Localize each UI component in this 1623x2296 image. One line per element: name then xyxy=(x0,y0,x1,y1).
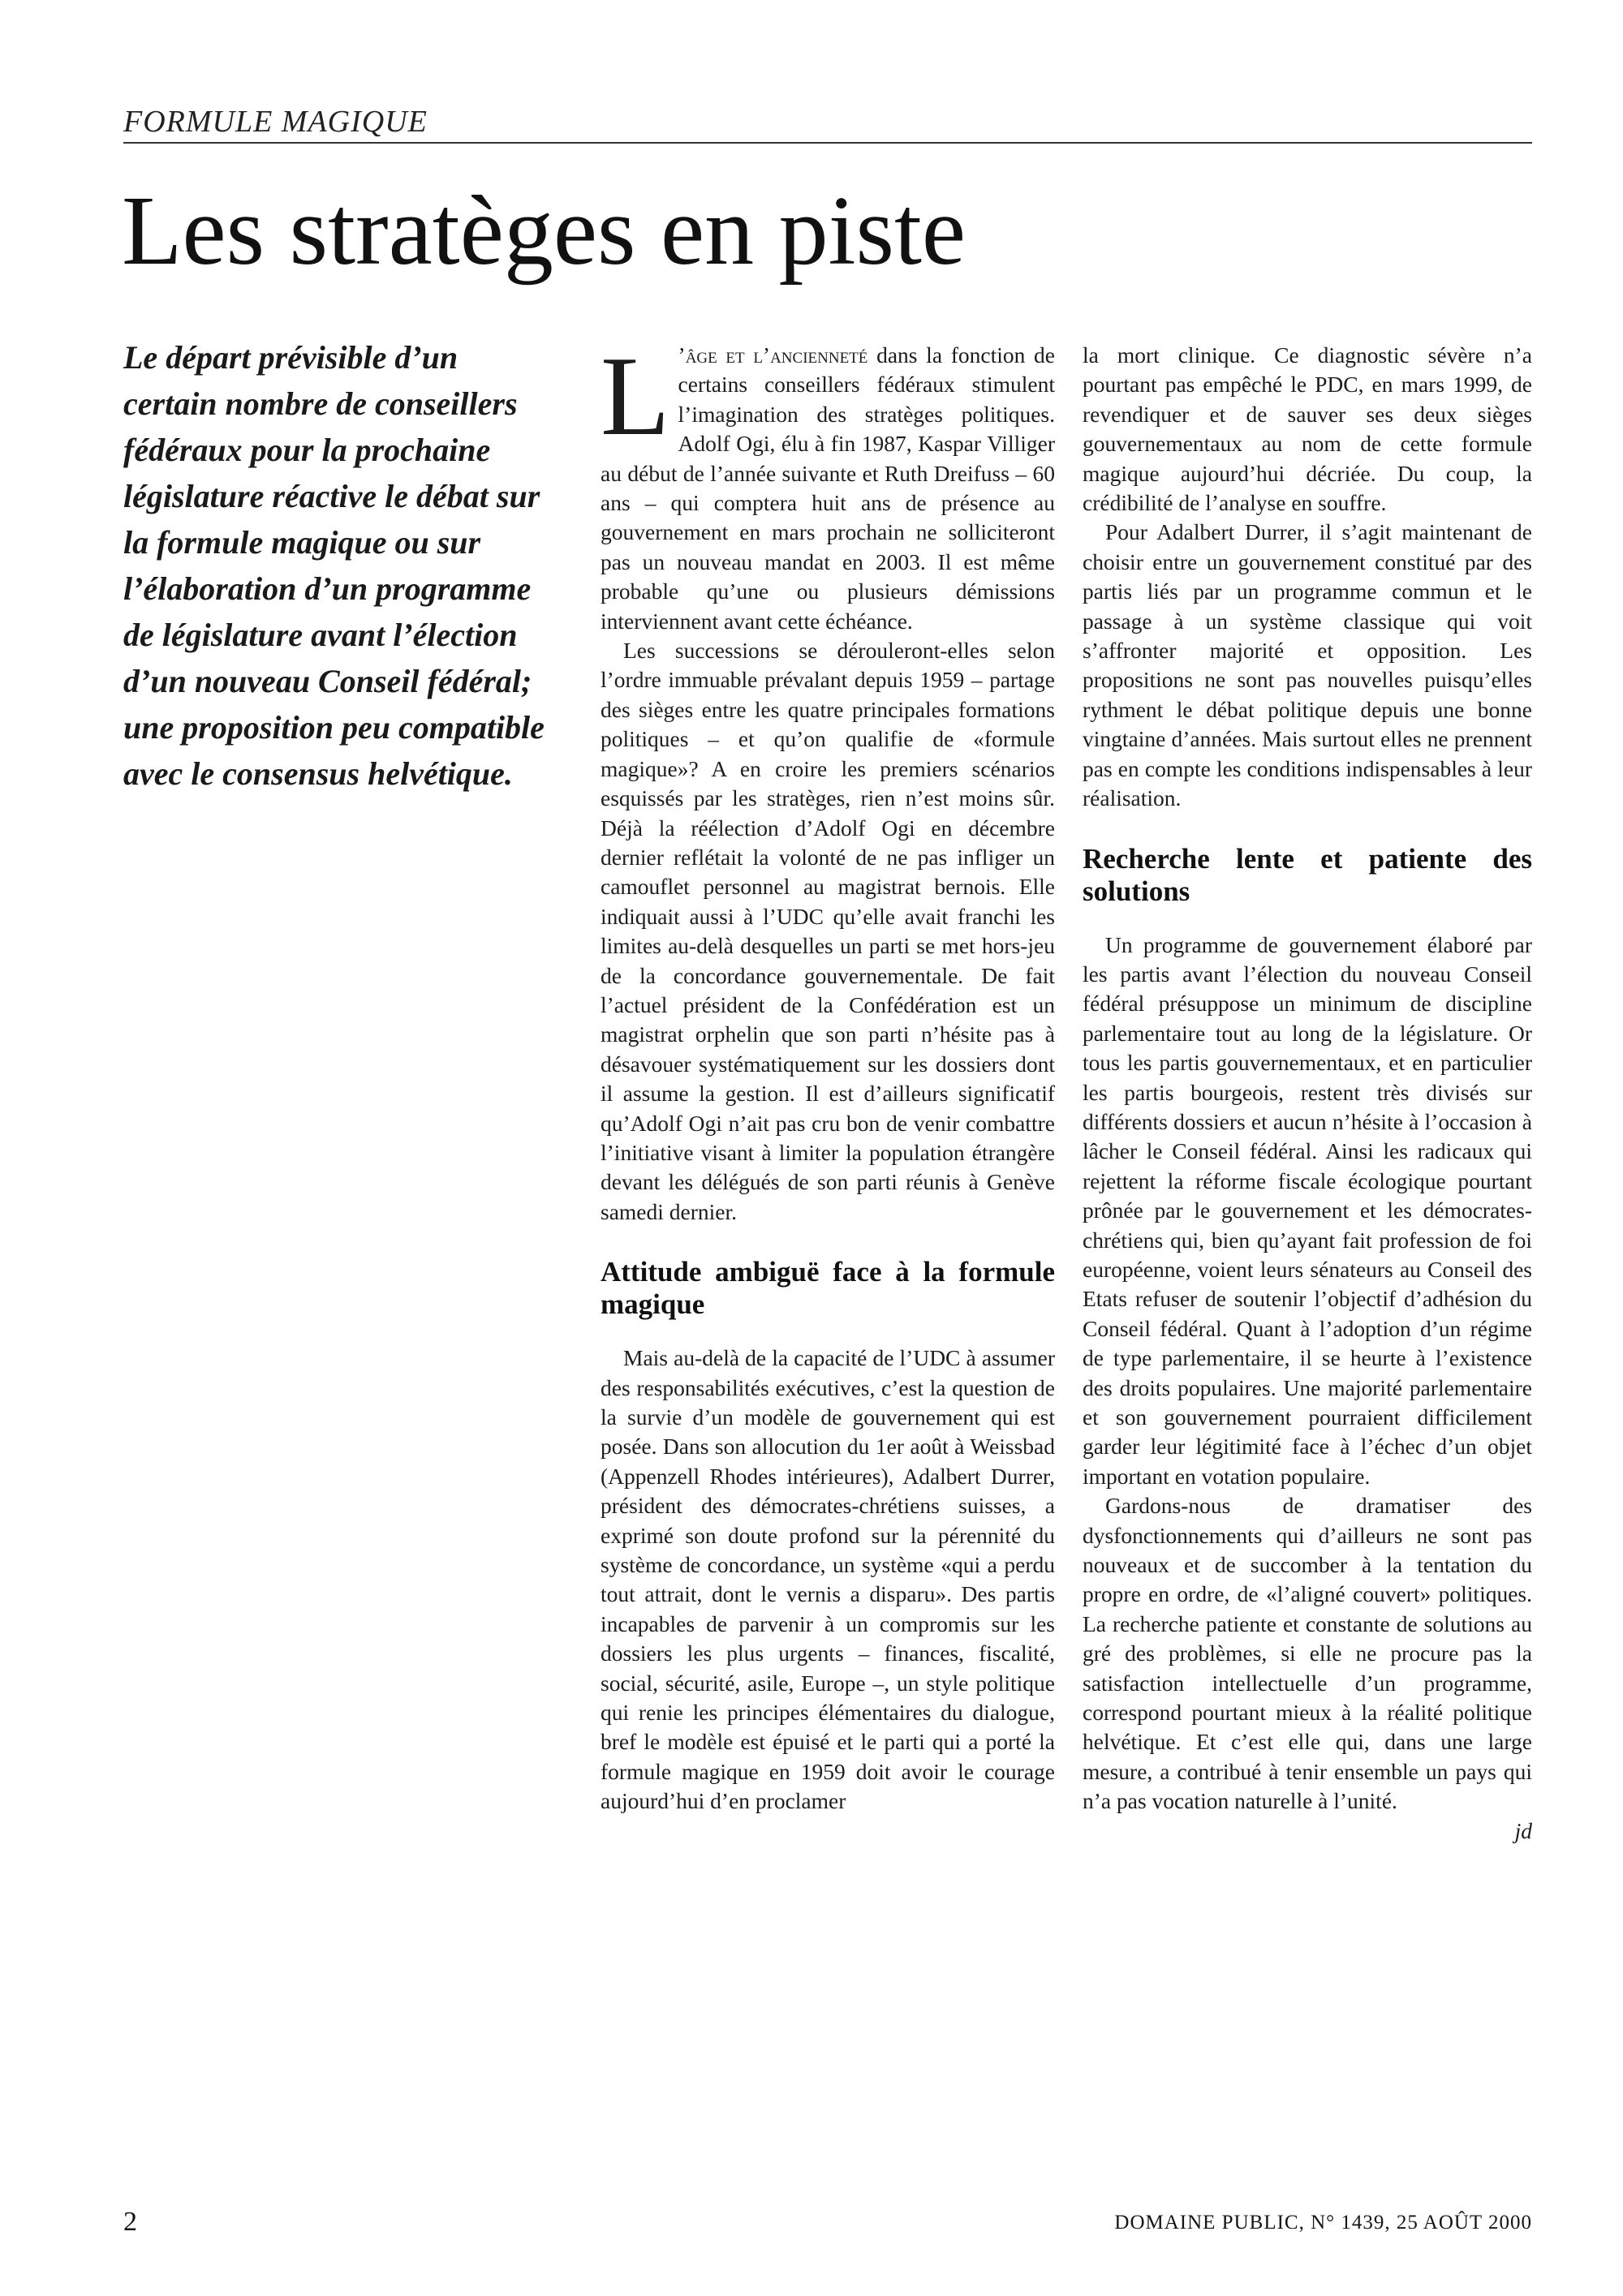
paragraph-1-text: dans la fonction de certains conseillers fédéraux stimulent l’imagination des stratèges politiques. Adolf Ogi, élu à fin 1987, Kaspar Villiger au début de l’année suivante et Ruth Dreifuss – 60 ans – qui comptera huit ans de présence au gouvernement en mars prochain ne solliciteront pas un nouveau mandat en 2003. Il est même probable qu’une ou plusieurs démissions interviennent avant cette échéance. xyxy=(601,342,1055,634)
paragraph-1 xyxy=(601,333,1055,636)
paragraph-4: Pour Adalbert Durrer, il s’agit maintenant de choisir entre un gouvernement constitué par des partis liés par un programme commun et le passage à un système classique qui voit s’affronter majorité et opposition. Les propositions ne sont pas nouvelles puisqu’elles rythment le débat politique depuis une bonne vingtaine d’années. Mais surtout elles ne prennent pas en compte les conditions indispensables à leur réalisation. xyxy=(1083,519,1532,811)
paragraph-2: Les successions se dérouleront-elles selon l’ordre immuable prévalant depuis 1959 – partage des sièges entre les quatre principales formations politiques – et qu’on qualifie de «formule magique»? A en croire les premiers scénarios esquissés par les stratèges, rien n’est moins sûr. Déjà la réélection d’Adolf Ogi en décembre dernier reflétait la volonté de ne pas infliger un camouflet personnel au magistrat bernois. Elle indiquait aussi à l’UDC qu’elle avait franchi les limites au-delà desquelles un parti se met hors-jeu de la concordance gouvernementale. De fait l’actuel président de la Confédération est un magistrat orphelin que son parti n’hésite pas à désavouer systématiquement sur les dossiers dont il assume la gestion. Il est d’ailleurs significatif qu’Adolf Ogi n’ait pas cru bon de venir combattre l’initiative visant à limiter la population étrangère devant les délégués de son parti réunis à Genève samedi dernier. xyxy=(601,638,1055,1224)
paragraph-3-continued: la mort clinique. Ce diagnostic sévère n’a pourtant pas empêché le PDC, en mars 1999, de revendiquer et de sauver ses deux sièges gouvernementaux au nom de cette formule magique aujourd’hui décriée. Du coup, la crédibilité de l’analyse en souffre. xyxy=(1083,342,1532,516)
section-label: FORMULE MAGIQUE xyxy=(123,105,428,139)
opening-words: ’âge et l’ancienneté xyxy=(678,342,868,368)
publication-footer: DOMAINE PUBLIC, N° 1439, 25 AOÛT 2000 xyxy=(1114,2212,1532,2234)
header-rule xyxy=(123,142,1532,144)
paragraph-3: Mais au-delà de la capacité de l’UDC à assumer des responsabilités exécutives, c’est la question de la survie d’un modèle de gouvernement qui est posée. Dans son allocution du 1er août à Weissbad (Appenzell Rhodes intérieures), Adalbert Durrer, président des démocrates-chrétiens suisses, a exprimé son doute profond sur la pérennité du système de concordance, un système «qui a perdu tout attrait, dont le vernis a disparu». Des partis incapables de parvenir à un compromis sur les dossiers les plus urgents – finances, fiscalité, social, sécurité, asile, Europe –, un style politique qui renie les principes élémentaires du dialogue, bref le modèle est épuisé et le parti qui a porté la formule magique en 1959 doit avoir le courage aujourd’hui d’en proclamer xyxy=(601,1345,1055,1814)
article-lede: Le départ prévisible d’un certain nombre de conseillers fédéraux pour la prochaine législature réactive le débat sur la formule magique ou sur l’élaboration d’un programme de législature avant l’élection d’un nouveau Conseil fédéral; une proposition peu compatible avec le consensus helvétique. xyxy=(123,339,545,792)
subhead-recherche: Recherche lente et patiente des solutions xyxy=(1083,842,1532,907)
paragraph-5: Un programme de gouvernement élaboré par les partis avant l’élection du nouveau Conseil fédéral présuppose un minimum de discipline parlementaire tout au long de la législature. Or tous les partis gouvernementaux, et en particulier les partis bourgeois, restent très divisés sur différents dossiers et aucun n’hésite à l’occasion à lâcher le Conseil fédéral. Ainsi les radicaux qui rejettent la réforme fiscale écologique pourtant prônée par le gouvernement et les démocrates-chrétiens qui, bien qu’ayant fait profession de foi européenne, voient leurs sénateurs au Conseil des Etats refuser de soutenir l’objectif d’adhésion du Conseil fédéral. Quant à l’adoption d’un régime de type parlementaire, il se heurte à l’existence des droits populaires. Une majorité parlementaire et son gouvernement pourraient difficilement garder leur légitimité face à l’échec d’un objet important en votation populaire. xyxy=(1083,931,1532,1489)
article-title: Les stratèges en piste xyxy=(122,176,966,286)
author-signature: jd xyxy=(1514,1817,1532,1843)
page-number: 2 xyxy=(123,2207,137,2237)
article-column-1 xyxy=(601,333,1055,1817)
subhead-attitude: Attitude ambiguë face à la formule magique xyxy=(601,1256,1055,1321)
drop-cap: L xyxy=(601,333,670,459)
paragraph-6: Gardons-nous de dramatiser des dysfonctionnements qui d’ailleurs ne sont pas nouveaux et de succomber à la tentation du propre en ordre, de «l’aligné couvert» politiques. La recherche patiente et constante de solutions au gré des problèmes, si elle ne procure pas la satisfaction intellectuelle d’un programme, correspond pourtant mieux à la réalité politique helvétique. Et c’est elle qui, dans une large mesure, a contribué à tenir ensemble un pays qui n’a pas vocation naturelle à l’unité. xyxy=(1083,1493,1532,1814)
article-column-2 xyxy=(1083,341,1532,1846)
